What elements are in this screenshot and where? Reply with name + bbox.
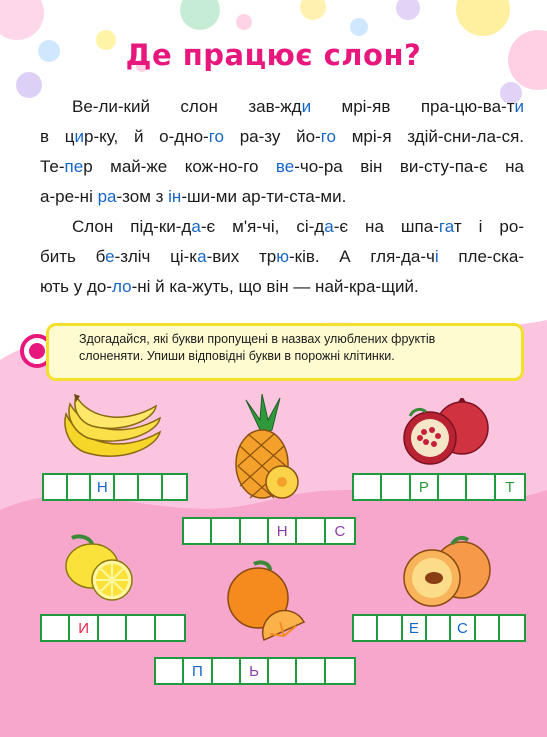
empty-letter-cell[interactable]	[163, 475, 186, 499]
empty-letter-cell[interactable]	[139, 475, 163, 499]
story-text-segment: ра-зу йо-	[224, 127, 321, 146]
decor-dot	[396, 0, 420, 20]
story-text-segment: -ні й ка-жуть, що він — най-кра-щий.	[131, 277, 419, 296]
story-text-segment: Слон під-ки-д	[72, 217, 192, 236]
story-text-segment: мрі-я здій-сни-ла-ся.	[336, 127, 525, 146]
story-line	[40, 247, 524, 266]
decor-dot	[350, 18, 368, 36]
story-line	[40, 127, 524, 146]
story-text-segment: -зліч ці-к	[114, 247, 198, 266]
empty-letter-cell[interactable]	[354, 475, 382, 499]
empty-letter-cell[interactable]	[382, 475, 410, 499]
peach-icon	[398, 532, 494, 612]
answer-grid-orange	[154, 657, 356, 685]
highlighted-syllable: е	[105, 247, 115, 266]
empty-letter-cell[interactable]	[326, 659, 354, 683]
pomegranate-icon	[398, 398, 496, 470]
story-line	[72, 97, 524, 116]
story-text-segment: р-ку, й о-дно-	[83, 127, 209, 146]
empty-letter-cell[interactable]	[156, 659, 184, 683]
empty-letter-cell[interactable]	[269, 659, 297, 683]
highlighted-syllable: а	[197, 247, 207, 266]
story-paragraph-end	[40, 272, 524, 302]
decor-dot	[456, 0, 510, 36]
given-letter-cell: Н	[91, 475, 115, 499]
empty-letter-cell[interactable]	[212, 519, 240, 543]
story-text-segment: -ків. А гля-да-ч	[288, 247, 435, 266]
story-text-segment: пле-ска-	[438, 247, 525, 266]
highlighted-syllable: а	[191, 217, 201, 236]
story-text-segment: мрі-яв пра-цю-ва-т	[311, 97, 515, 116]
story-text-segment: -є на шпа-	[333, 217, 439, 236]
empty-letter-cell[interactable]	[467, 475, 495, 499]
story-text-segment: Ве-ли-кий слон зав-жд	[72, 97, 302, 116]
given-letter-cell: С	[334, 522, 346, 540]
story-paragraph-end	[40, 182, 524, 212]
story-line	[40, 187, 346, 206]
decor-dot	[180, 0, 220, 30]
given-letter-cell: Ь	[241, 659, 269, 683]
empty-letter-cell[interactable]	[427, 616, 451, 640]
story-text-segment: а-ре-ні	[40, 187, 98, 206]
empty-letter-cell[interactable]	[500, 616, 524, 640]
empty-letter-cell[interactable]	[297, 659, 325, 683]
banana-icon	[60, 392, 168, 466]
highlighted-syllable: ю	[276, 247, 289, 266]
empty-letter-cell[interactable]	[42, 616, 70, 640]
task-line: Здогадайся, які букви пропущені в назвах улюблених фруктів	[79, 332, 436, 346]
story-line	[72, 217, 524, 236]
story-line	[40, 277, 419, 296]
story-text-segment: -ши-ми ар-ти-ста-ми.	[181, 187, 347, 206]
highlighted-syllable: і	[434, 247, 439, 266]
decor-dot	[300, 0, 326, 20]
empty-letter-cell[interactable]	[241, 519, 269, 543]
story-paragraph	[40, 212, 524, 272]
story-text-segment: р май-же кож-но-го	[83, 157, 276, 176]
pineapple-icon	[226, 394, 304, 504]
task-line: слоненяти. Упиши відповідні букви в порожні клітинки.	[79, 349, 395, 363]
story-text-segment: -вих тр	[206, 247, 277, 266]
given-letter-cell: П	[184, 659, 212, 683]
given-letter-cell: И	[70, 616, 98, 640]
story-text-segment: бить б	[40, 247, 106, 266]
page-title: Де працює слон?	[125, 38, 422, 72]
given-letter-cell: Е	[403, 616, 427, 640]
story-text-segment: ють у до-	[40, 277, 113, 296]
empty-letter-cell[interactable]	[68, 475, 92, 499]
story-text	[40, 92, 524, 302]
empty-letter-cell[interactable]	[476, 616, 500, 640]
answer-grid-pomegranate	[352, 473, 526, 501]
highlighted-syllable: и	[301, 97, 312, 116]
decor-dot	[0, 0, 44, 40]
given-letter-cell: Н	[269, 519, 297, 543]
story-text-segment: т і ро-	[453, 217, 524, 236]
answer-grid-peach	[352, 614, 526, 642]
empty-letter-cell[interactable]	[156, 616, 184, 640]
highlighted-syllable: га	[438, 217, 454, 236]
decor-dot	[236, 14, 252, 30]
story-text-segment: -є м'я-чі, сі-д	[200, 217, 325, 236]
highlighted-syllable: го	[208, 127, 225, 146]
given-letter-cell: Т	[505, 478, 515, 496]
task-instructions	[46, 323, 524, 381]
given-letter-cell: С	[451, 616, 475, 640]
highlighted-syllable: ло	[112, 277, 132, 296]
empty-letter-cell[interactable]	[213, 659, 241, 683]
given-letter-cell: Р	[411, 475, 439, 499]
story-text-segment: -чо-ра він ви-сту-па-є на	[294, 157, 524, 176]
empty-letter-cell[interactable]	[184, 519, 212, 543]
highlighted-syllable: и	[514, 97, 524, 116]
highlighted-syllable: пе	[64, 157, 84, 176]
empty-letter-cell[interactable]	[127, 616, 155, 640]
story-paragraph	[40, 92, 524, 182]
answer-grid-pineapple	[182, 517, 356, 545]
story-text-segment: -зом з	[116, 187, 169, 206]
highlighted-syllable: ін	[168, 187, 182, 206]
highlighted-syllable: ра	[97, 187, 117, 206]
highlighted-syllable: го	[320, 127, 337, 146]
decor-dot	[16, 72, 42, 98]
empty-letter-cell[interactable]	[297, 519, 325, 543]
empty-letter-cell[interactable]	[99, 616, 127, 640]
empty-letter-cell[interactable]	[44, 475, 68, 499]
highlighted-syllable: а	[324, 217, 334, 236]
answer-grid-lemon	[40, 614, 186, 642]
highlighted-syllable: и	[74, 127, 84, 146]
empty-letter-cell[interactable]	[378, 616, 402, 640]
story-text-segment: в ц	[40, 127, 75, 146]
empty-letter-cell[interactable]	[439, 475, 467, 499]
empty-letter-cell[interactable]	[354, 616, 378, 640]
empty-letter-cell[interactable]	[115, 475, 139, 499]
lemon-icon	[62, 534, 142, 604]
answer-grid-banana	[42, 473, 188, 501]
orange-icon	[224, 560, 308, 644]
story-line	[40, 157, 524, 176]
highlighted-syllable: ве	[275, 157, 295, 176]
story-text-segment: Те-	[40, 157, 65, 176]
